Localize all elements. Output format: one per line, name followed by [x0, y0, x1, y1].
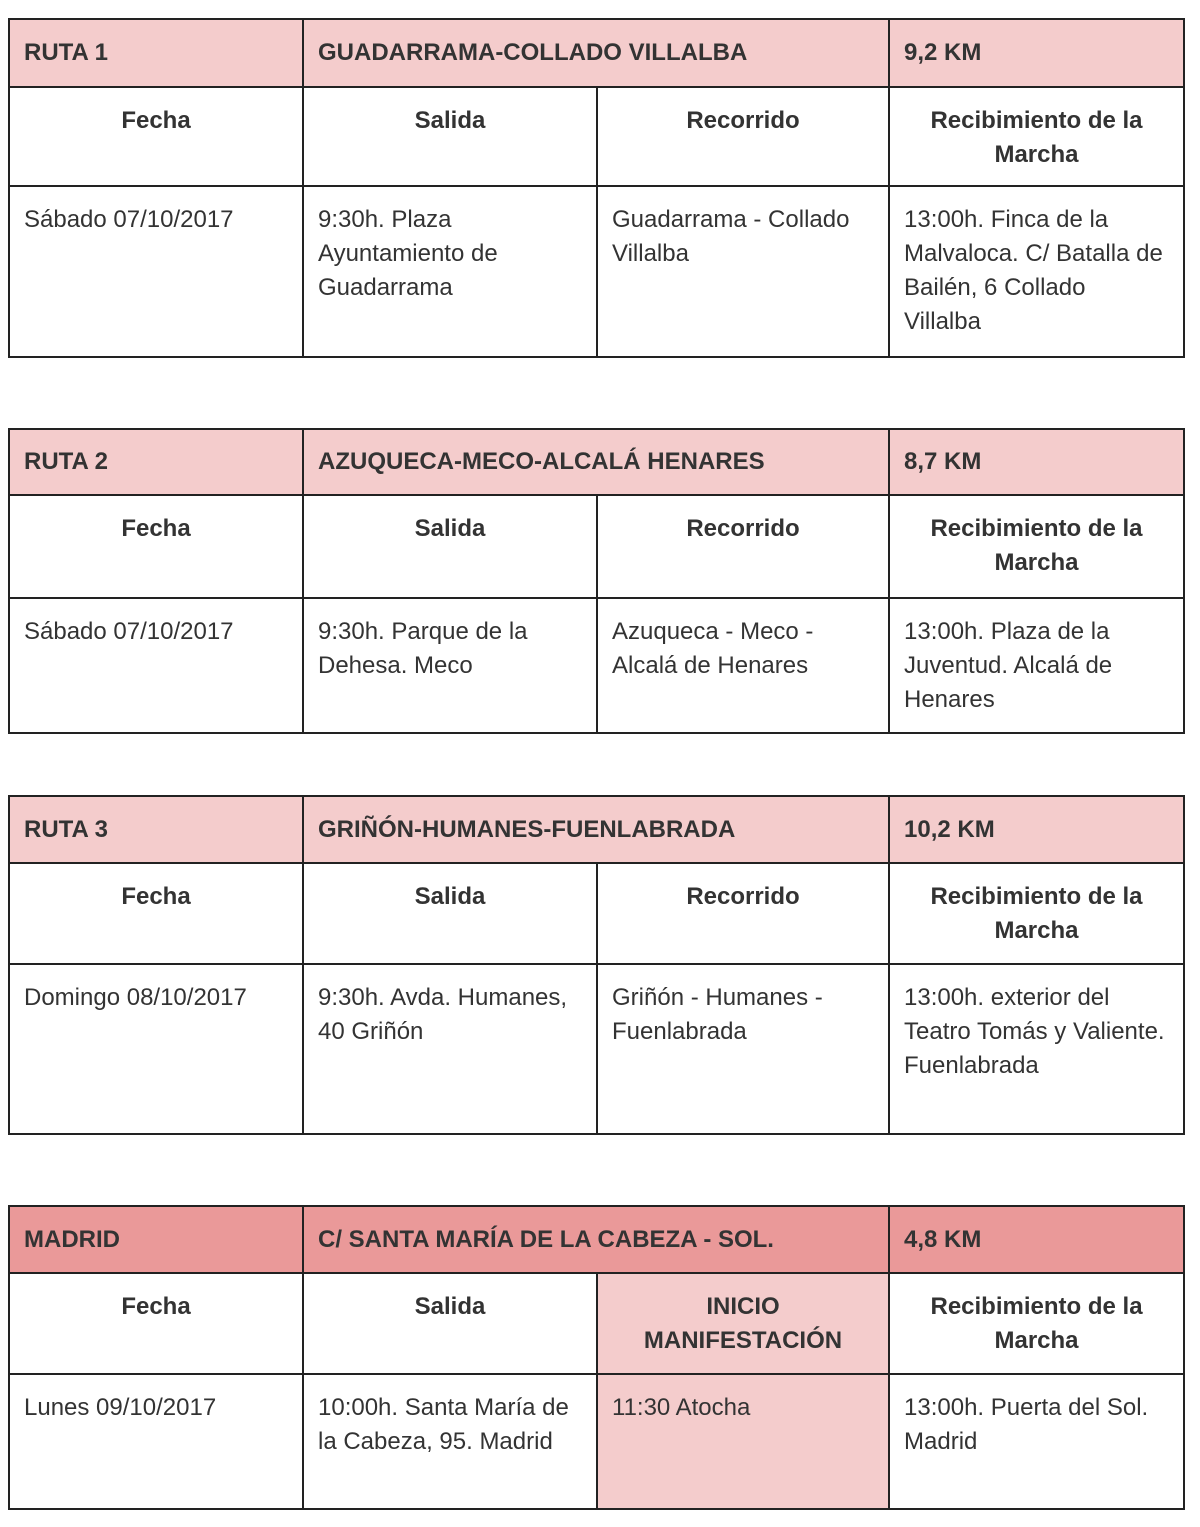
route-distance: 9,2 KM — [889, 19, 1184, 87]
column-header: Fecha — [9, 863, 303, 964]
column-header: Recorrido — [597, 87, 889, 186]
column-header: Recibimiento de la Marcha — [889, 495, 1184, 598]
route-distance: 4,8 KM — [889, 1206, 1184, 1273]
table-cell: 13:00h. Puerta del Sol. Madrid — [889, 1374, 1184, 1509]
table-cell: Azuqueca - Meco - Alcalá de Henares — [597, 598, 889, 733]
route-table — [8, 18, 1185, 358]
route-name: RUTA 2 — [9, 429, 303, 495]
column-header: Salida — [303, 1273, 597, 1374]
column-header: Fecha — [9, 87, 303, 186]
column-header: Recibimiento de la Marcha — [889, 87, 1184, 186]
column-header: Fecha — [9, 495, 303, 598]
table-cell: 13:00h. Plaza de la Juventud. Alcalá de Henares — [889, 598, 1184, 733]
table-cell: 13:00h. exterior del Teatro Tomás y Valiente. Fuenlabrada — [889, 964, 1184, 1134]
table-cell: Sábado 07/10/2017 — [9, 598, 303, 733]
table-cell: 9:30h. Parque de la Dehesa. Meco — [303, 598, 597, 733]
table-cell: 10:00h. Santa María de la Cabeza, 95. Madrid — [303, 1374, 597, 1509]
column-header: Fecha — [9, 1273, 303, 1374]
table-cell: Griñón - Humanes - Fuenlabrada — [597, 964, 889, 1134]
route-distance: 8,7 KM — [889, 429, 1184, 495]
column-header: Recibimiento de la Marcha — [889, 1273, 1184, 1374]
route-title: C/ SANTA MARÍA DE LA CABEZA - SOL. — [303, 1206, 889, 1273]
route-table — [8, 1205, 1185, 1510]
column-header: Recibimiento de la Marcha — [889, 863, 1184, 964]
table-cell: 13:00h. Finca de la Malvaloca. C/ Batalla de Bailén, 6 Collado Villalba — [889, 186, 1184, 357]
route-title: GRIÑÓN-HUMANES-FUENLABRADA — [303, 796, 889, 863]
column-header: Salida — [303, 87, 597, 186]
table-cell: Lunes 09/10/2017 — [9, 1374, 303, 1509]
table-cell: 9:30h. Plaza Ayuntamiento de Guadarrama — [303, 186, 597, 357]
column-header: Salida — [303, 495, 597, 598]
route-name: RUTA 1 — [9, 19, 303, 87]
column-header: Recorrido — [597, 495, 889, 598]
route-distance: 10,2 KM — [889, 796, 1184, 863]
column-header: INICIO MANIFESTACIÓN — [597, 1273, 889, 1374]
table-cell: Guadarrama - Collado Villalba — [597, 186, 889, 357]
route-title: AZUQUECA-MECO-ALCALÁ HENARES — [303, 429, 889, 495]
table-cell: 11:30 Atocha — [597, 1374, 889, 1509]
route-table — [8, 795, 1185, 1135]
route-name: RUTA 3 — [9, 796, 303, 863]
table-cell: Sábado 07/10/2017 — [9, 186, 303, 357]
column-header: Salida — [303, 863, 597, 964]
table-cell: 9:30h. Avda. Humanes, 40 Griñón — [303, 964, 597, 1134]
column-header: Recorrido — [597, 863, 889, 964]
route-table — [8, 428, 1185, 734]
route-title: GUADARRAMA-COLLADO VILLALBA — [303, 19, 889, 87]
table-cell: Domingo 08/10/2017 — [9, 964, 303, 1134]
route-name: MADRID — [9, 1206, 303, 1273]
